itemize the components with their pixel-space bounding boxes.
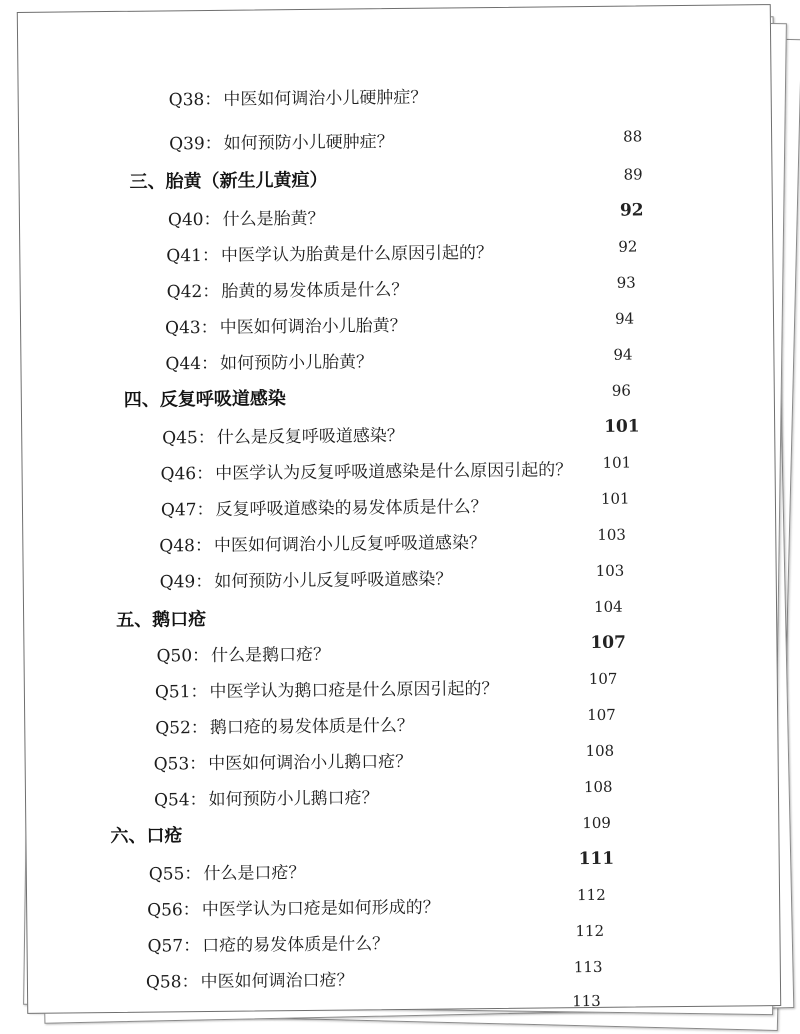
page-number: 113	[572, 991, 601, 1011]
page-number: 108	[583, 777, 613, 797]
toc-entry: Q53： 中医如何调治小儿鹅口疮？	[153, 751, 413, 775]
toc-entry: Q46： 中医学认为反复呼吸道感染是什么原因引起的？	[160, 460, 573, 485]
page-number: 113	[573, 957, 603, 977]
page-number: 89	[623, 165, 643, 184]
toc-entry: Q39： 如何预防小儿硬肿症？	[169, 132, 394, 155]
page-number: 92	[619, 200, 644, 221]
toc-entry: Q41： 中医学认为胎黄是什么原因引起的？	[166, 243, 494, 267]
page-number: 107	[588, 669, 618, 689]
page-number: 104	[593, 597, 623, 616]
page-number: 94	[613, 345, 633, 364]
page-number: 92	[618, 237, 638, 256]
page-number: 101	[602, 453, 632, 472]
toc-entry: Q44： 如何预防小儿胎黄？	[165, 352, 374, 375]
section-heading: 三、胎黄（新生儿黄疸）	[129, 169, 328, 193]
toc-entry: Q49： 如何预防小儿反复呼吸道感染？	[159, 569, 453, 593]
toc-entry: Q47： 反复呼吸道感染的易发体质是什么？	[160, 497, 488, 521]
page-number: 112	[576, 885, 606, 905]
page-number: 107	[590, 632, 627, 654]
page-number: 109	[582, 813, 612, 833]
page-number: 107	[587, 705, 616, 725]
toc-entry: Q58： 中医如何调治口疮？	[145, 970, 354, 993]
page-number: 108	[585, 741, 615, 761]
section-heading: 六、口疮	[110, 825, 183, 848]
page-number: 96	[611, 381, 631, 400]
section-heading: 四、反复呼吸道感染	[123, 388, 286, 411]
page-number: 94	[614, 309, 635, 328]
page-number: 93	[616, 273, 636, 292]
toc-entry: Q40： 什么是胎黄？	[167, 208, 325, 231]
page-number: 111	[578, 848, 615, 870]
toc-entry: Q52： 鹅口疮的易发体质是什么？	[155, 715, 414, 739]
page-number: 103	[597, 525, 627, 544]
toc-entry: Q42： 胎黄的易发体质是什么？	[166, 279, 409, 303]
page-number: 112	[575, 921, 605, 941]
page-number: 103	[595, 561, 625, 580]
page-number: 101	[600, 489, 630, 508]
toc-page	[17, 4, 781, 1014]
section-heading: 五、鹅口疮	[116, 609, 207, 631]
toc-entry: Q45： 什么是反复呼吸道感染？	[162, 425, 404, 449]
toc-entry: Q38： 中医如何调治小儿硬肿症？	[168, 87, 428, 111]
toc-entry: Q54： 如何预防小儿鹅口疮？	[153, 788, 379, 811]
toc-entry: Q43： 中医如何调治小儿胎黄？	[164, 315, 407, 339]
toc-entry: Q51： 中医学认为鹅口疮是什么原因引起的？	[154, 678, 499, 703]
toc-entry: Q50： 什么是鹅口疮？	[156, 644, 331, 667]
page-number: 88	[623, 127, 643, 146]
toc-entry: Q57： 口疮的易发体质是什么？	[147, 934, 390, 957]
toc-entry: Q48： 中医如何调治小儿反复呼吸道感染？	[159, 533, 487, 557]
toc-entry: Q56： 中医学认为口疮是如何形成的？	[147, 897, 440, 921]
table-of-contents	[18, 5, 780, 1013]
toc-entry: Q55： 什么是口疮？	[148, 863, 306, 885]
page-number: 101	[604, 416, 640, 437]
